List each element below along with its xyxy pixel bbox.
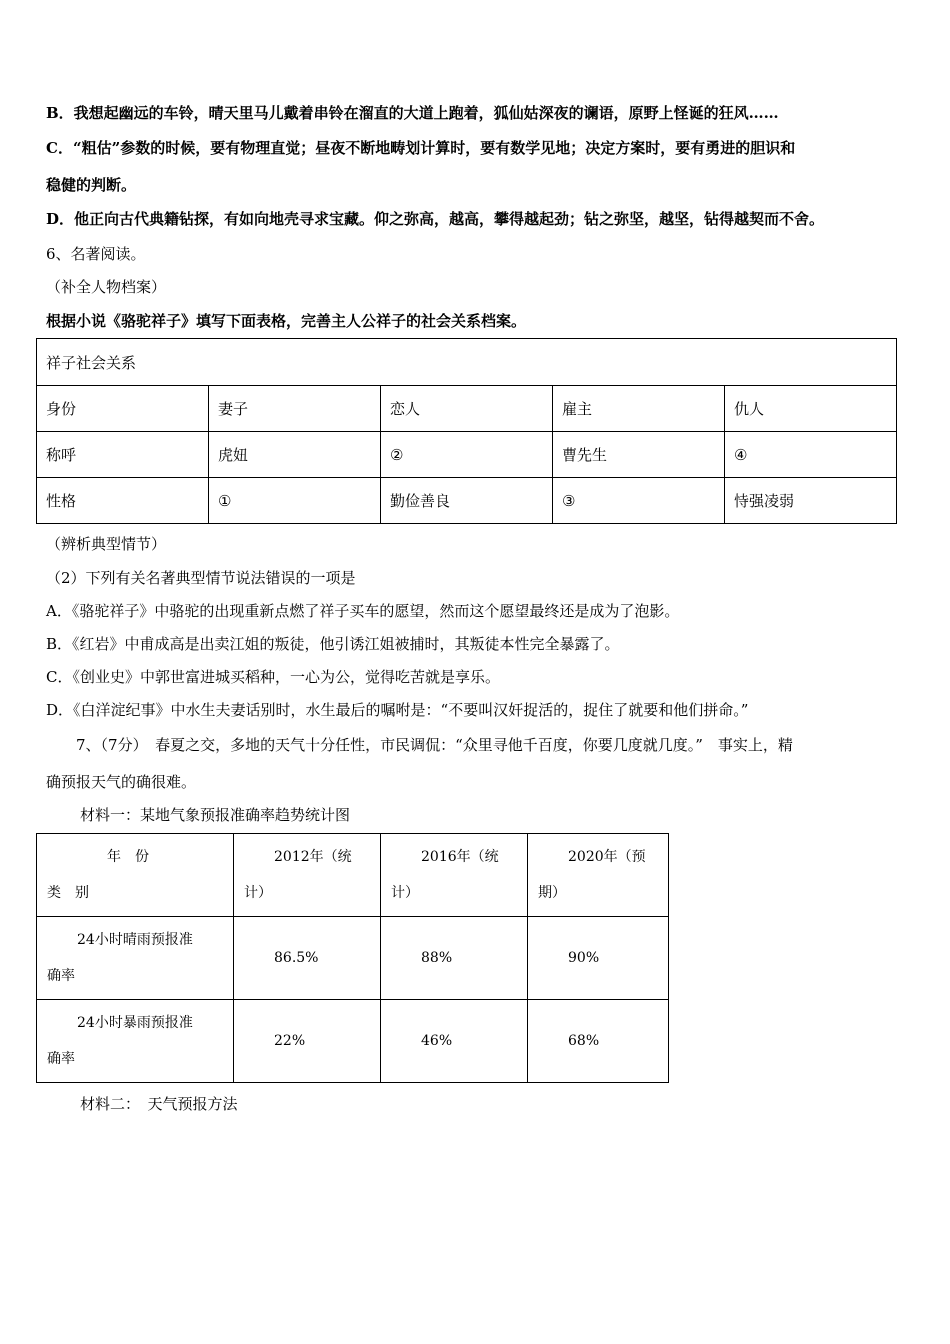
table-cell: ③	[553, 478, 725, 524]
option-c-prev-line2: 稳健的判断。	[46, 176, 137, 194]
table-cell: 性格	[37, 478, 209, 524]
row-label-cell	[37, 917, 234, 1000]
table-cell: 68%	[528, 1000, 669, 1083]
q7-stem-line2: 确预报天气的确很难。	[46, 773, 197, 791]
table-corner-cell	[37, 834, 234, 917]
table-row	[37, 1000, 669, 1083]
q6-option-a: A．《骆驼祥子》中骆驼的出现重新点燃了祥子买车的愿望，然而这个愿望最终还是成为了泡影。	[46, 602, 680, 620]
year-header-line2: 计）	[391, 885, 419, 901]
q6-option-c: C．《创业史》中郭世富进城买稻种，一心为公，觉得吃苦就是享乐。	[46, 668, 500, 686]
table-cell: 88%	[381, 917, 528, 1000]
table-cell: 86.5%	[234, 917, 381, 1000]
year-header-line2: 期）	[538, 885, 566, 901]
table-cell: 22%	[234, 1000, 381, 1083]
table-cell: 虎妞	[209, 432, 381, 478]
q7-stem-line1: 7、（7分） 春夏之交，多地的天气十分任性，市民调侃：“众里寻他千百度，你要几度就几度。” 事实上，精	[76, 736, 793, 754]
year-header-line1: 2012年（统	[274, 849, 352, 865]
year-header-cell	[234, 834, 381, 917]
q6-title: 6、名著阅读。	[46, 245, 146, 263]
year-header-cell	[381, 834, 528, 917]
corner-category-label: 类 别	[47, 885, 89, 901]
relationship-table	[36, 338, 897, 524]
table-cell: 曹先生	[553, 432, 725, 478]
q6-option-d: D．《白洋淀纪事》中水生夫妻话别时，水生最后的嘱咐是：“不要叫汉奸捉活的，捉住了就要和他们拼命。”	[46, 701, 749, 719]
table-cell: 恃强凌弱	[725, 478, 897, 524]
year-header-cell	[528, 834, 669, 917]
table-cell: 身份	[37, 386, 209, 432]
q6-instruction: 根据小说《骆驼祥子》填写下面表格，完善主人公祥子的社会关系档案。	[46, 312, 527, 330]
q6-option-b: B．《红岩》中甫成高是出卖江姐的叛徒，他引诱江姐被捕时，其叛徒本性完全暴露了。	[46, 635, 620, 653]
option-c-prev-line1: C．“粗估”参数的时候，要有物理直觉；昼夜不断地畴划计算时，要有数学见地；决定方案时，要有勇进的胆识和	[46, 139, 796, 157]
year-header-line2: 计）	[244, 885, 272, 901]
table-cell: 称呼	[37, 432, 209, 478]
row-label-line1: 24小时暴雨预报准	[77, 1015, 193, 1031]
table-cell: 妻子	[209, 386, 381, 432]
year-header-line1: 2016年（统	[421, 849, 499, 865]
q6-sub-heading-1: （补全人物档案）	[46, 278, 167, 296]
table-cell: 勤俭善良	[381, 478, 553, 524]
material-one-caption: 材料一：某地气象预报准确率趋势统计图	[80, 806, 351, 824]
table-row	[37, 834, 669, 917]
table-row	[37, 386, 897, 432]
table-row	[37, 339, 897, 386]
table-cell: 90%	[528, 917, 669, 1000]
table-cell: 雇主	[553, 386, 725, 432]
material-two-caption: 材料二： 天气预报方法	[80, 1095, 238, 1113]
table-cell: ④	[725, 432, 897, 478]
q6-sub-heading-2: （辨析典型情节）	[46, 535, 167, 553]
table-cell: ①	[209, 478, 381, 524]
table-cell: 恋人	[381, 386, 553, 432]
option-b-prev: B．我想起幽远的车铃，晴天里马儿戴着串铃在溜直的大道上跑着，狐仙姑深夜的谰语，原野上怪诞的狂风……	[46, 104, 779, 122]
table-cell: 46%	[381, 1000, 528, 1083]
row-label-line2: 确率	[47, 968, 75, 984]
row-label-line2: 确率	[47, 1051, 75, 1067]
table-cell: 仇人	[725, 386, 897, 432]
table-row	[37, 478, 897, 524]
table-row	[37, 432, 897, 478]
row-label-cell	[37, 1000, 234, 1083]
table-cell: ②	[381, 432, 553, 478]
table-header-cell: 祥子社会关系	[37, 339, 897, 386]
forecast-accuracy-table	[36, 833, 669, 1083]
option-d-prev: D．他正向古代典籍钻探，有如向地壳寻求宝藏。仰之弥高，越高，攀得越起劲；钻之弥坚，越坚，钻得越契而不舍。	[46, 210, 825, 228]
year-header-line1: 2020年（预	[568, 849, 646, 865]
row-label-line1: 24小时晴雨预报准	[77, 932, 193, 948]
corner-year-label: 年 份	[107, 849, 149, 865]
table-row	[37, 917, 669, 1000]
q6-question-2: （2）下列有关名著典型情节说法错误的一项是	[46, 569, 356, 587]
